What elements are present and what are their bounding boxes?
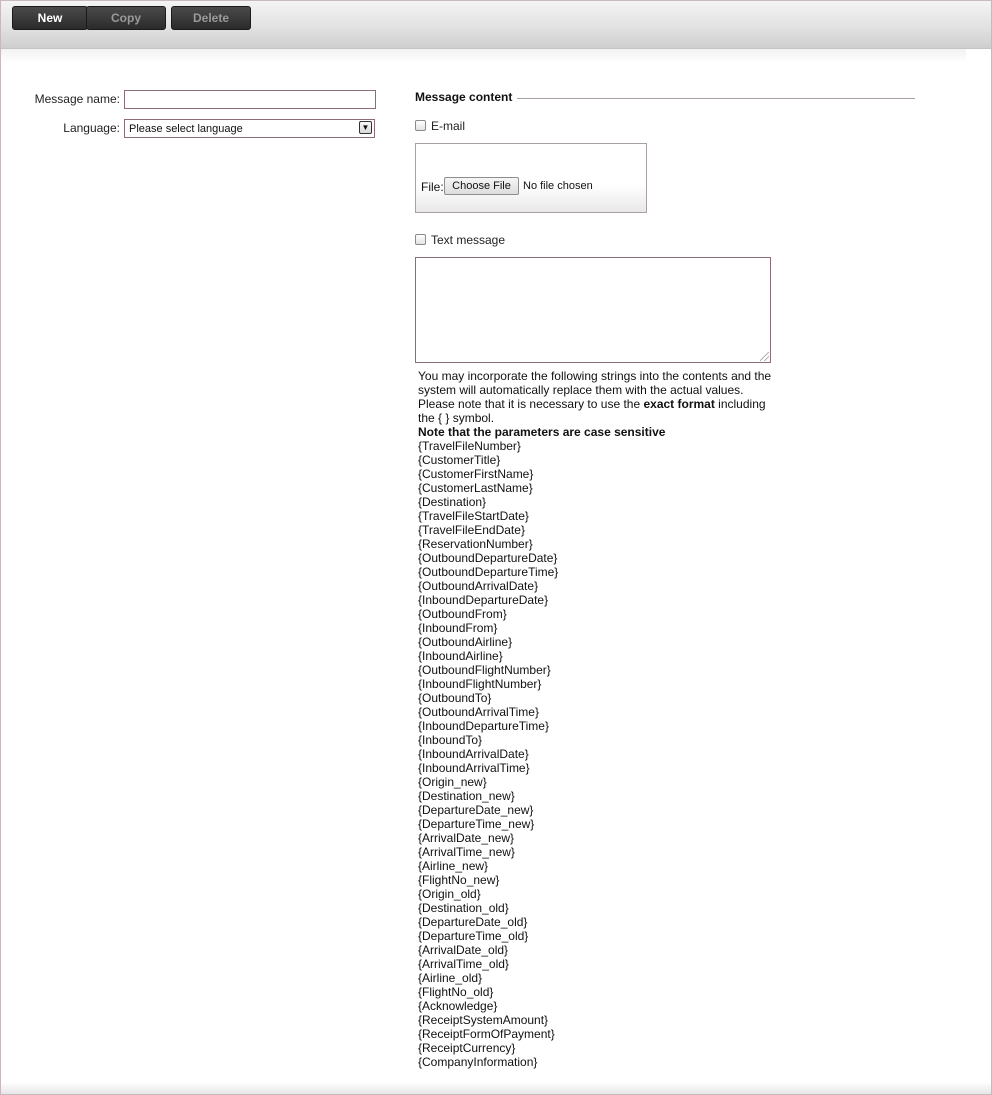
parameter-list <box>418 439 778 1069</box>
email-checkbox-label: E-mail <box>431 119 466 133</box>
parameter-item: {OutboundArrivalTime} <box>418 705 539 719</box>
parameter-item: {DepartureDate_old} <box>418 915 528 929</box>
copy-button[interactable]: Copy <box>86 6 166 30</box>
parameter-item: {ReceiptFormOfPayment} <box>418 1027 555 1041</box>
file-label: File: <box>421 180 444 194</box>
help-intro-part2: including the { } symbol. <box>418 397 766 425</box>
parameter-item: {Origin_new} <box>418 775 487 789</box>
text-message-textarea[interactable] <box>415 257 771 363</box>
parameter-item: {Airline_new} <box>418 859 489 873</box>
help-intro-bold: exact format <box>643 397 715 411</box>
parameter-item: {InboundDepartureDate} <box>418 593 549 607</box>
parameter-item: {ArrivalDate_new} <box>418 831 515 845</box>
parameter-item: {OutboundFlightNumber} <box>418 663 551 677</box>
parameter-item: {CustomerTitle} <box>418 453 501 467</box>
help-intro <box>418 369 778 425</box>
parameter-item: {OutboundFrom} <box>418 607 507 621</box>
chevron-down-icon[interactable]: ▼ <box>359 121 372 134</box>
file-upload-panel <box>415 143 647 213</box>
parameter-item: {InboundArrivalDate} <box>418 747 529 761</box>
parameter-item: {TravelFileStartDate} <box>418 509 529 523</box>
parameter-item: {OutboundAirline} <box>418 635 513 649</box>
parameter-item: {OutboundDepartureDate} <box>418 551 558 565</box>
email-checkbox[interactable] <box>415 120 426 131</box>
parameter-item: {FlightNo_new} <box>418 873 500 887</box>
parameter-item: {ArrivalDate_old} <box>418 943 509 957</box>
case-sensitive-note: Note that the parameters are case sensitive <box>418 425 666 439</box>
help-intro-part1: You may incorporate the following strings into the contents and the system will automatically replace them with the actual values. Please note that it is necessary to use the <box>418 369 772 411</box>
file-status-text: No file chosen <box>523 180 593 192</box>
parameter-item: {InboundTo} <box>418 733 483 747</box>
parameter-item: {OutboundTo} <box>418 691 492 705</box>
resize-grip-icon[interactable] <box>760 352 769 361</box>
new-button[interactable]: New <box>12 6 88 30</box>
choose-file-button[interactable]: Choose File <box>444 177 519 195</box>
bottom-bar <box>1 1082 991 1094</box>
language-selected-value: Please select language <box>129 123 243 135</box>
parameter-item: {ArrivalTime_new} <box>418 845 515 859</box>
parameter-item: {ReceiptSystemAmount} <box>418 1013 549 1027</box>
parameter-item: {TravelFileNumber} <box>418 439 521 453</box>
parameter-item: {InboundDepartureTime} <box>418 719 549 733</box>
parameter-item: {Origin_old} <box>418 887 481 901</box>
language-label: Language: <box>63 121 120 135</box>
parameter-item: {FlightNo_old} <box>418 985 494 999</box>
parameter-item: {OutboundArrivalDate} <box>418 579 539 593</box>
parameter-item: {TravelFileEndDate} <box>418 523 525 537</box>
parameter-item: {Destination_new} <box>418 789 515 803</box>
parameter-item: {Airline_old} <box>418 971 483 985</box>
parameter-item: {CustomerFirstName} <box>418 467 534 481</box>
parameter-item: {ReceiptCurrency} <box>418 1041 516 1055</box>
parameter-item: {DepartureTime_old} <box>418 929 529 943</box>
section-divider <box>517 98 915 99</box>
parameter-item: {ArrivalTime_old} <box>418 957 509 971</box>
parameter-item: {DepartureDate_new} <box>418 803 534 817</box>
message-content-title: Message content <box>415 90 513 104</box>
toolbar-shadow <box>1 49 966 63</box>
parameter-item: {CompanyInformation} <box>418 1055 538 1069</box>
parameter-item: {ReservationNumber} <box>418 537 533 551</box>
delete-button[interactable]: Delete <box>171 6 251 30</box>
toolbar <box>1 1 991 49</box>
parameter-item: {InboundAirline} <box>418 649 503 663</box>
parameter-item: {Acknowledge} <box>418 999 498 1013</box>
message-name-label: Message name: <box>34 92 120 106</box>
message-name-input[interactable] <box>124 90 376 109</box>
text-message-checkbox-label: Text message <box>431 233 506 247</box>
parameter-item: {InboundFrom} <box>418 621 498 635</box>
text-message-checkbox[interactable] <box>415 234 426 245</box>
parameter-item: {CustomerLastName} <box>418 481 533 495</box>
parameter-item: {DepartureTime_new} <box>418 817 535 831</box>
parameter-item: {InboundFlightNumber} <box>418 677 542 691</box>
parameter-item: {OutboundDepartureTime} <box>418 565 559 579</box>
language-select[interactable] <box>124 119 375 138</box>
help-text <box>418 369 778 1069</box>
parameter-item: {Destination_old} <box>418 901 509 915</box>
parameter-item: {InboundArrivalTime} <box>418 761 530 775</box>
parameter-item: {Destination} <box>418 495 487 509</box>
